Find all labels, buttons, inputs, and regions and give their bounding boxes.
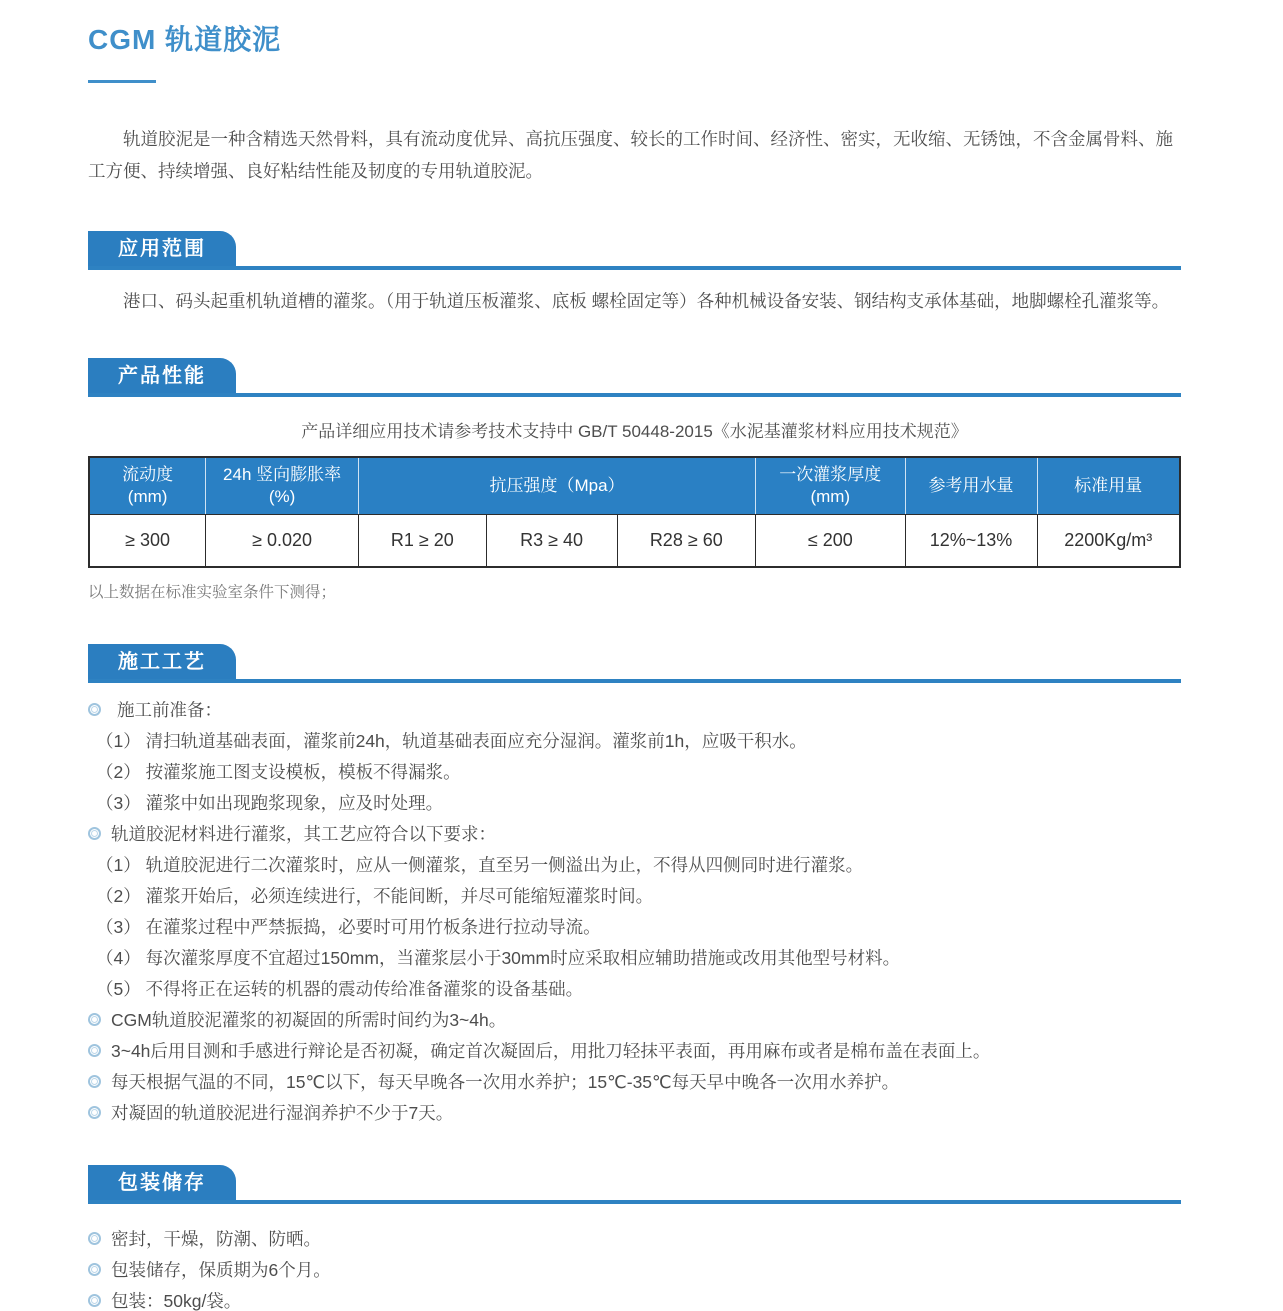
list-item bbox=[88, 701, 1181, 720]
list-item-text: 轨道胶泥材料进行灌浆，其工艺应符合以下要求： bbox=[111, 823, 496, 844]
list-item-text: 每天根据气温的不同，15℃以下，每天早晚各一次用水养护；15℃-35℃每天早中晚各一次用水养护。 bbox=[111, 1071, 900, 1092]
circle-bullet-icon bbox=[88, 1013, 101, 1026]
circle-bullet-icon bbox=[88, 703, 101, 716]
list-item bbox=[88, 794, 1181, 813]
circle-bullet-icon bbox=[88, 1294, 101, 1307]
list-item bbox=[88, 949, 1181, 968]
list-item bbox=[88, 1104, 1181, 1123]
table-cell-r1: R1 ≥ 20 bbox=[358, 515, 486, 567]
intro-paragraph: 轨道胶泥是一种含精选天然骨料，具有流动度优异、高抗压强度、较长的工作时间、经济性、密实，无收缩、无锈蚀，不含金属骨料、施工方便、持续增强、良好粘结性能及韧度的专用轨道胶泥。 bbox=[88, 129, 1173, 181]
list-item-text: （5） 不得将正在运转的机器的震动传给准备灌浆的设备基础。 bbox=[96, 978, 584, 999]
list-item bbox=[88, 1261, 1181, 1280]
circle-bullet-icon bbox=[88, 827, 101, 840]
section-badge-process: 施工工艺 bbox=[88, 644, 236, 679]
table-header-expansion: 24h 竖向膨胀率 (%) bbox=[206, 457, 359, 515]
list-item-text: （2） 按灌浆施工图支设模板，模板不得漏浆。 bbox=[96, 761, 461, 782]
page-title: CGM 轨道胶泥 bbox=[88, 24, 282, 55]
title-underline bbox=[88, 80, 156, 83]
list-item-text: 施工前准备： bbox=[117, 699, 222, 720]
list-item-text: （3） 在灌浆过程中严禁振捣，必要时可用竹板条进行拉动导流。 bbox=[96, 916, 601, 937]
list-item-text: （2） 灌浆开始后，必须连续进行，不能间断，并尽可能缩短灌浆时间。 bbox=[96, 885, 654, 906]
section-header-process bbox=[88, 644, 1181, 683]
list-item-text: （3） 灌浆中如出现跑浆现象，应及时处理。 bbox=[96, 792, 444, 813]
list-item bbox=[88, 1073, 1181, 1092]
list-item bbox=[88, 918, 1181, 937]
table-header-flowability: 流动度 (mm) bbox=[89, 457, 206, 515]
list-item-text: 3~4h后用目测和手感进行辩论是否初凝，确定首次凝固后，用批刀轻抹平表面，再用麻布或者是棉布盖在表面上。 bbox=[111, 1040, 991, 1061]
section-badge-packaging: 包装储存 bbox=[88, 1165, 236, 1200]
packaging-list bbox=[88, 1230, 1181, 1311]
performance-standard-note: 产品详细应用技术请参考技术支持中 GB/T 50448-2015《水泥基灌浆材料应用技术规范》 bbox=[301, 422, 968, 441]
list-item-text: 包装：50kg/袋。 bbox=[111, 1290, 242, 1311]
list-item bbox=[88, 732, 1181, 751]
list-item bbox=[88, 1292, 1181, 1311]
table-cell-expansion: ≥ 0.020 bbox=[206, 515, 359, 567]
table-header-row bbox=[89, 457, 1180, 515]
list-item bbox=[88, 887, 1181, 906]
table-footnote: 以上数据在标准实验室条件下测得； bbox=[88, 583, 337, 601]
list-item-text: 对凝固的轨道胶泥进行湿润养护不少于7天。 bbox=[111, 1102, 454, 1123]
table-cell-r3: R3 ≥ 40 bbox=[486, 515, 617, 567]
table-header-grouting-thickness: 一次灌浆厚度 (mm) bbox=[756, 457, 905, 515]
application-body: 港口、码头起重机轨道槽的灌浆。（用于轨道压板灌浆、底板 螺栓固定等）各种机械设备安装、钢结构支承体基础，地脚螺栓孔灌浆等。 bbox=[123, 291, 1170, 311]
list-item-text: （1） 清扫轨道基础表面，灌浆前24h，轨道基础表面应充分湿润。灌浆前1h，应吸干积水。 bbox=[96, 730, 807, 751]
list-item bbox=[88, 980, 1181, 999]
list-item-text: （1） 轨道胶泥进行二次灌浆时，应从一侧灌浆，直至另一侧溢出为止，不得从四侧同时进行灌浆。 bbox=[96, 854, 864, 875]
list-item bbox=[88, 856, 1181, 875]
section-badge-application: 应用范围 bbox=[88, 231, 236, 266]
table-cell-r28: R28 ≥ 60 bbox=[617, 515, 756, 567]
performance-table bbox=[88, 456, 1181, 568]
list-item bbox=[88, 1230, 1181, 1249]
table-header-compressive-strength: 抗压强度（Mpa） bbox=[358, 457, 755, 515]
circle-bullet-icon bbox=[88, 1106, 101, 1119]
table-header-standard-dosage: 标准用量 bbox=[1037, 457, 1180, 515]
list-item-text: CGM轨道胶泥灌浆的初凝固的所需时间约为3~4h。 bbox=[111, 1009, 507, 1030]
table-cell-thickness: ≤ 200 bbox=[756, 515, 905, 567]
list-item bbox=[88, 825, 1181, 844]
circle-bullet-icon bbox=[88, 1075, 101, 1088]
process-list bbox=[88, 701, 1181, 1123]
table-cell-flowability: ≥ 300 bbox=[89, 515, 206, 567]
list-item-text: （4） 每次灌浆厚度不宜超过150mm，当灌浆层小于30mm时应采取相应辅助措施或改用其他型号材料。 bbox=[96, 947, 901, 968]
list-item bbox=[88, 1011, 1181, 1030]
list-item-text: 包装储存，保质期为6个月。 bbox=[111, 1259, 331, 1280]
circle-bullet-icon bbox=[88, 1044, 101, 1057]
circle-bullet-icon bbox=[88, 1263, 101, 1276]
table-value-row bbox=[89, 515, 1180, 567]
circle-bullet-icon bbox=[88, 1232, 101, 1245]
table-header-water-amount: 参考用水量 bbox=[905, 457, 1037, 515]
list-item bbox=[88, 1042, 1181, 1061]
section-header-performance bbox=[88, 358, 1181, 397]
list-item-text: 密封，干燥，防潮、防晒。 bbox=[111, 1228, 321, 1249]
section-header-application bbox=[88, 231, 1181, 270]
section-badge-performance: 产品性能 bbox=[88, 358, 236, 393]
table-cell-dosage: 2200Kg/m³ bbox=[1037, 515, 1180, 567]
section-header-packaging bbox=[88, 1165, 1181, 1204]
list-item bbox=[88, 763, 1181, 782]
table-cell-water: 12%~13% bbox=[905, 515, 1037, 567]
